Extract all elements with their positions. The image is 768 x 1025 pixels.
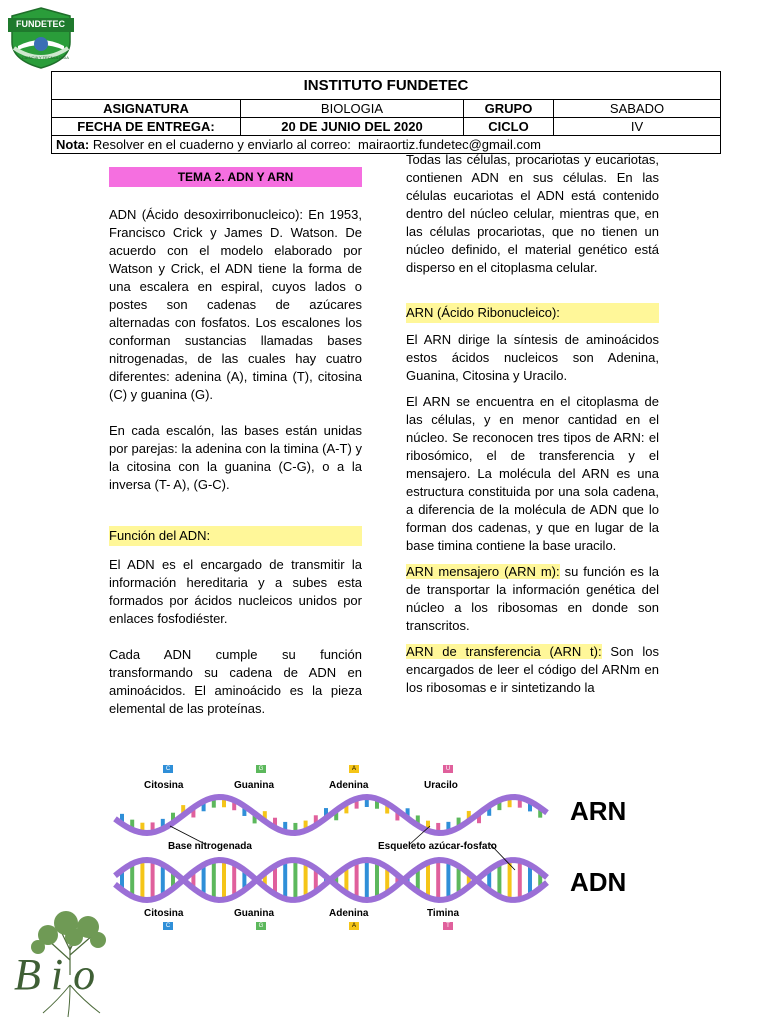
bio-logo	[8, 905, 133, 1020]
ciclo-value: IV	[630, 119, 644, 134]
top-chip-u: U	[443, 765, 453, 773]
fundetec-logo	[6, 4, 76, 70]
aminoacido-paragraph: Cada ADN cumple su función transformando su cadena de ADN en aminoácidos. El aminoácido es la pieza elemental de las proteínas.	[109, 647, 362, 716]
adn-big-label: ADN	[570, 867, 627, 897]
arn-sintesis-paragraph: El ARN dirige la síntesis de aminoácidos estos ácidos nucleicos son Adenina, Guanina, Citosina y Uracilo.	[406, 332, 659, 383]
arn-mensajero-heading: ARN mensajero (ARN m):	[406, 564, 560, 579]
top-label-adenina: Adenina	[329, 780, 369, 791]
bottom-label-timina: Timina	[427, 908, 460, 919]
ciclo-label: CICLO	[464, 118, 554, 135]
header-title-row	[52, 72, 720, 100]
arn-big-label: ARN	[570, 796, 627, 826]
institute-title: INSTITUTO FUNDETEC	[303, 77, 469, 94]
left-column	[109, 167, 362, 718]
top-chip-g: G	[256, 765, 266, 773]
tema-heading-text: TEMA 2. ADN Y ARN	[177, 170, 294, 184]
nota-text: Resolver en el cuaderno y enviarlo al correo: mairaortiz.fundetec@gmail.com	[89, 137, 542, 152]
grupo-value: SABADO	[609, 101, 665, 116]
right-column	[406, 151, 659, 697]
esqueleto-label: Esqueleto azúcar-fosfato	[378, 841, 497, 852]
top-label-guanina: Guanina	[234, 780, 275, 791]
celulas-paragraph: Todas las células, procariotas y eucariotas, contienen ADN en sus células. En las células eucariotas el ADN está contenido dentro del núcleo celular, mientras que, en las células procariotas, que no tienen un núcleo definido, el material genético está disperso en el citoplasma celular.	[406, 152, 659, 275]
arn-mensajero-paragraph	[406, 563, 659, 635]
arn-heading-text: ARN (Ácido Ribonucleico):	[406, 305, 560, 320]
grupo-label: GRUPO	[464, 100, 554, 117]
funcion-paragraph: El ADN es el encargado de transmitir la información hereditaria y a subes esta formados por ácidos nucleicos unidos por enlaces fosfodiéster.	[109, 557, 362, 626]
bases-paragraph: En cada escalón, las bases están unidas por parejas: la adenina con la timina (A-T) y la citosina con la guanina (C-G), o a la inversa (T- A), (G-C).	[109, 423, 362, 492]
bottom-chip-a: A	[349, 922, 359, 930]
arn-adn-diagram	[110, 760, 670, 930]
bottom-label-adenina: Adenina	[329, 908, 369, 919]
arn-tipos-paragraph: El ARN se encuentra en el citoplasma de las células, y en menor cantidad en el núcleo. Se reconocen tres tipos de ARN: el ribosómico, el de transferencia y el mensajero. La molécula del ARN es una estructura constituida por una sola cadena, a diferencia de la molécula de ADN que lo forman dos cadenas, y que en lugar de la base timina contiene la base uracilo.	[406, 394, 659, 553]
bottom-label-citosina: Citosina	[144, 908, 184, 919]
bottom-label-guanina: Guanina	[234, 908, 275, 919]
top-label-citosina: Citosina	[144, 780, 184, 791]
asignatura-value: BIOLOGIA	[241, 100, 464, 117]
logo-name: FUNDETEC	[16, 19, 65, 29]
header-row-date	[52, 118, 720, 136]
top-chip-a: A	[349, 765, 359, 773]
funcion-heading	[109, 526, 362, 546]
arn-helix	[115, 797, 547, 833]
adn-helix	[115, 860, 547, 900]
arn-transferencia-paragraph	[406, 643, 659, 697]
tema-heading	[109, 167, 362, 187]
asignatura-label: ASIGNATURA	[52, 100, 241, 117]
arn-heading	[406, 303, 659, 323]
top-chip-c: C	[163, 765, 173, 773]
top-bases	[110, 760, 670, 794]
arn-transferencia-text: Son los encargados de leer el código del ARNm en los ribosomas e ir sintetizando la	[406, 644, 659, 695]
arn-mensajero-text: su función es la de transportar la información genética del núcleo a los ribosomas en donde son transcritos.	[406, 564, 659, 633]
bio-text: Bio	[14, 950, 106, 999]
logo-motto: CIENCIA Y TECNOLOGIA	[22, 55, 69, 60]
bottom-chip-t: T	[443, 922, 453, 930]
bottom-chip-g: G	[256, 922, 266, 930]
top-label-uracilo: Uracilo	[424, 780, 458, 791]
helix-backbone	[115, 860, 547, 900]
funcion-heading-text: Función del ADN:	[109, 528, 211, 543]
base-nitrogenada-label: Base nitrogenada	[168, 841, 252, 852]
nota-label: Nota:	[56, 137, 90, 152]
fecha-value: 20 DE JUNIO DEL 2020	[241, 118, 464, 135]
arn-transferencia-heading: ARN de transferencia (ARN t):	[406, 644, 602, 659]
header-table	[51, 71, 721, 154]
helix-backbone	[115, 797, 547, 833]
header-row-subject	[52, 100, 720, 118]
fecha-label: FECHA DE ENTREGA:	[52, 118, 241, 135]
bottom-chip-c: C	[163, 922, 173, 930]
adn-paragraph: ADN (Ácido desoxirribonucleico): En 1953, Francisco Crick y James D. Watson. De acuerdo con el modelo elaborado por Watson y Crick, el ADN tiene la forma de una escalera en espiral, cuyos lados o postes son cadenas de azúcares alternadas con fosfatos. Los escalones los conforman sustancias llamadas bases nitrogenadas, de las cuales hay cuatro diferentes: adenina (A), timina (T), citosina (C) y guanina (G).	[109, 207, 362, 402]
